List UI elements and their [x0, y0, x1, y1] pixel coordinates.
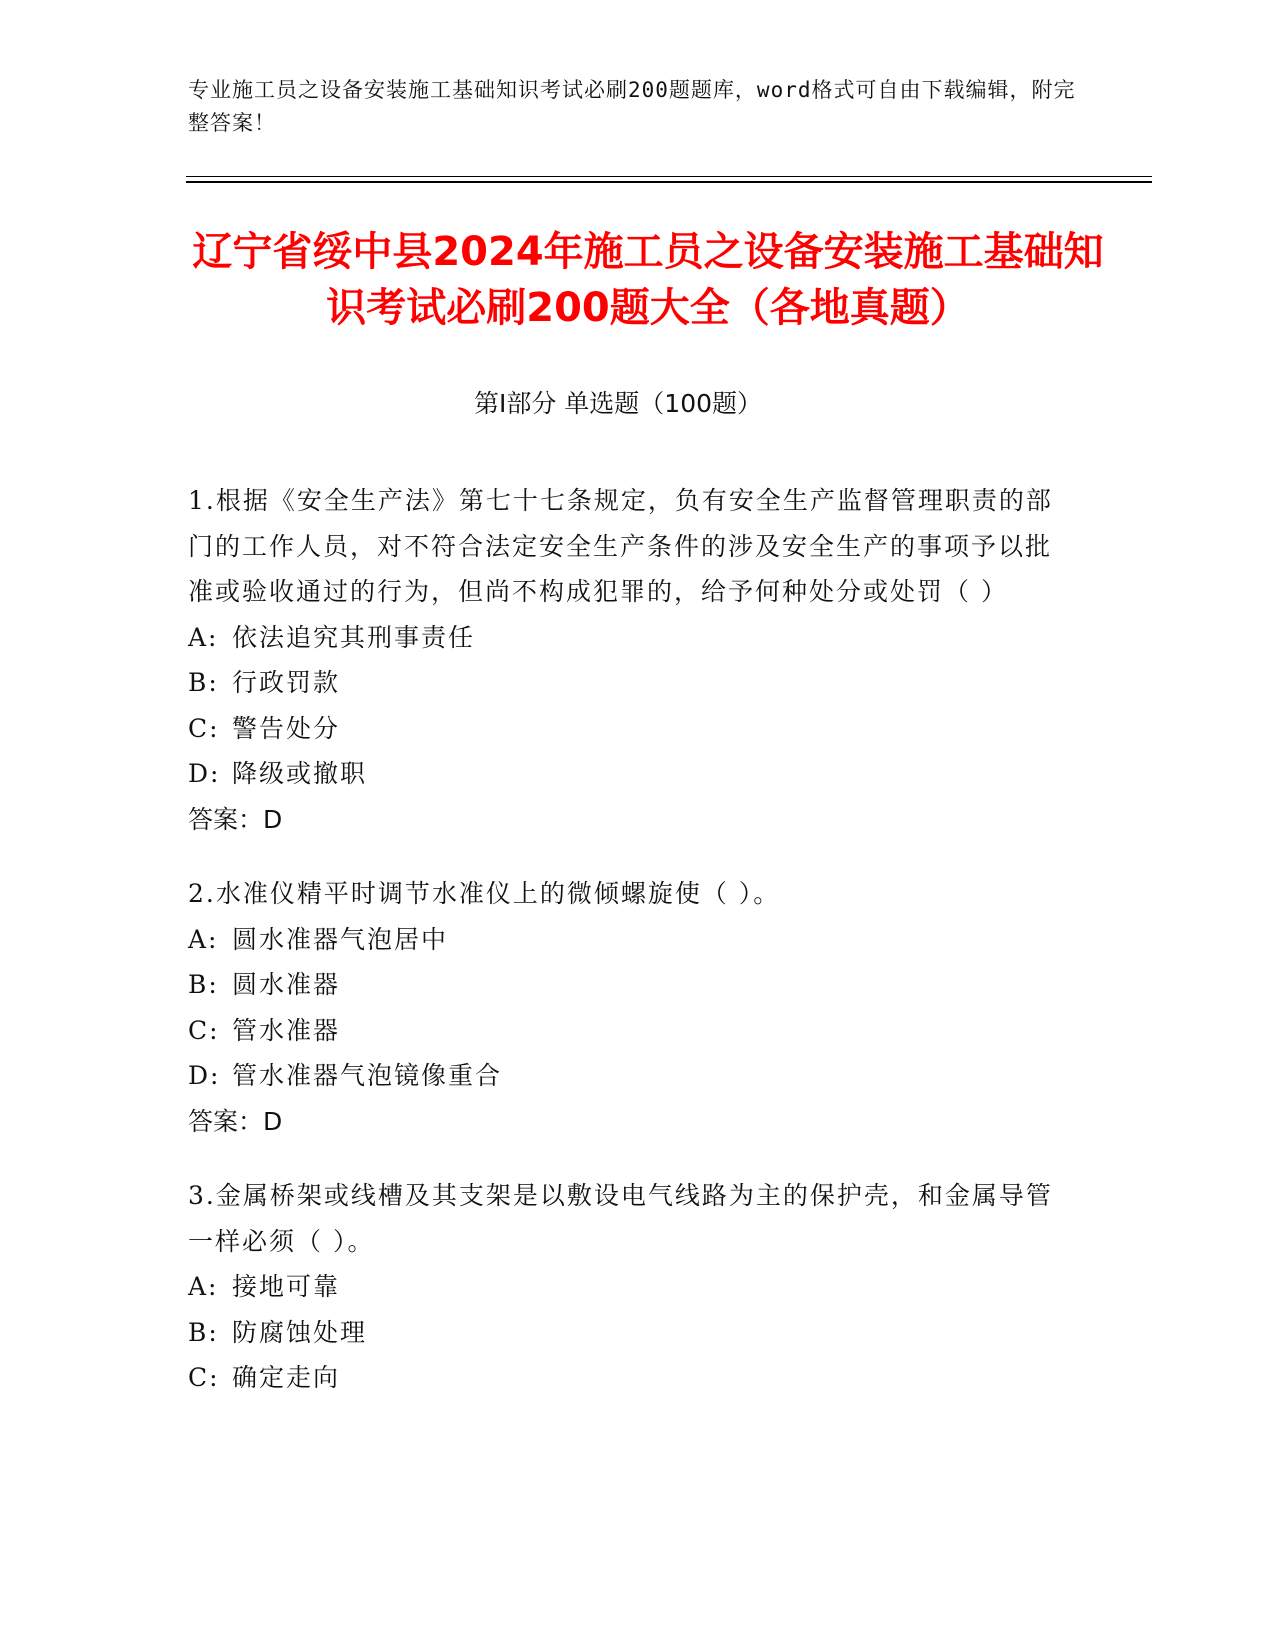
- header-rule-thin: [186, 176, 1152, 177]
- option-letter: B:: [188, 668, 219, 697]
- option-c: [188, 706, 1068, 752]
- option-a: [188, 615, 1068, 661]
- option-text: 防腐蚀处理: [232, 1317, 368, 1347]
- question-stem: 2.水准仪精平时调节水准仪上的微倾螺旋使（ ）。: [188, 879, 781, 908]
- option-text: 降级或撤职: [232, 759, 368, 788]
- option-c: [188, 1008, 1068, 1054]
- question-1: [188, 478, 1068, 842]
- option-letter: C:: [188, 1015, 220, 1045]
- option-a: [188, 1264, 1068, 1310]
- option-c: [188, 1355, 1068, 1401]
- question-2: [188, 871, 1068, 1144]
- question-stem: 3.金属桥架或线槽及其支架是以敷设电气线路为主的保护壳，和金属导管一样必须（ ）。: [188, 1181, 1053, 1256]
- option-text: 行政罚款: [232, 668, 341, 697]
- option-text: 圆水准器: [232, 970, 341, 999]
- option-text: 接地可靠: [232, 1272, 341, 1301]
- option-letter: A:: [188, 924, 219, 954]
- option-letter: D:: [188, 759, 221, 788]
- option-text: 确定走向: [232, 1363, 341, 1392]
- option-d: [188, 1053, 1068, 1099]
- question-list: [188, 478, 1068, 1430]
- option-letter: A:: [188, 1272, 219, 1301]
- option-text: 管水准器气泡镜像重合: [232, 1061, 503, 1090]
- option-letter: C:: [188, 1363, 220, 1392]
- option-d: [188, 751, 1068, 797]
- section-heading: 第I部分 单选题（100题）: [473, 389, 763, 418]
- option-b: [188, 962, 1068, 1008]
- option-b: [188, 1310, 1068, 1356]
- option-letter: A:: [188, 622, 219, 652]
- option-letter: B:: [188, 970, 219, 999]
- option-text: 警告处分: [232, 713, 341, 743]
- option-letter: C:: [188, 713, 220, 743]
- answer-line: 答案：D: [188, 1106, 283, 1136]
- header-note: 专业施工员之设备安装施工基础知识考试必刷200题题库，word格式可自由下载编辑，附完整答案！: [188, 78, 1076, 135]
- option-text: 圆水准器气泡居中: [232, 924, 449, 954]
- option-text: 依法追究其刑事责任: [232, 622, 476, 652]
- document-title: 辽宁省绥中县2024年施工员之设备安装施工基础知识考试必刷200题大全（各地真题）: [192, 229, 1104, 331]
- question-3: [188, 1173, 1068, 1401]
- answer-line: 答案：D: [188, 804, 283, 834]
- option-letter: D:: [188, 1061, 221, 1090]
- option-b: [188, 660, 1068, 706]
- question-stem: 1.根据《安全生产法》第七十七条规定，负有安全生产监督管理职责的部门的工作人员，对不符合法定安全生产条件的涉及安全生产的事项予以批准或验收通过的行为，但尚不构成犯罪的，给予何种处分或处罚（ ）: [188, 486, 1053, 606]
- option-a: [188, 917, 1068, 963]
- header-rule-thick: [186, 181, 1152, 183]
- option-text: 管水准器: [232, 1015, 341, 1045]
- option-letter: B:: [188, 1317, 219, 1347]
